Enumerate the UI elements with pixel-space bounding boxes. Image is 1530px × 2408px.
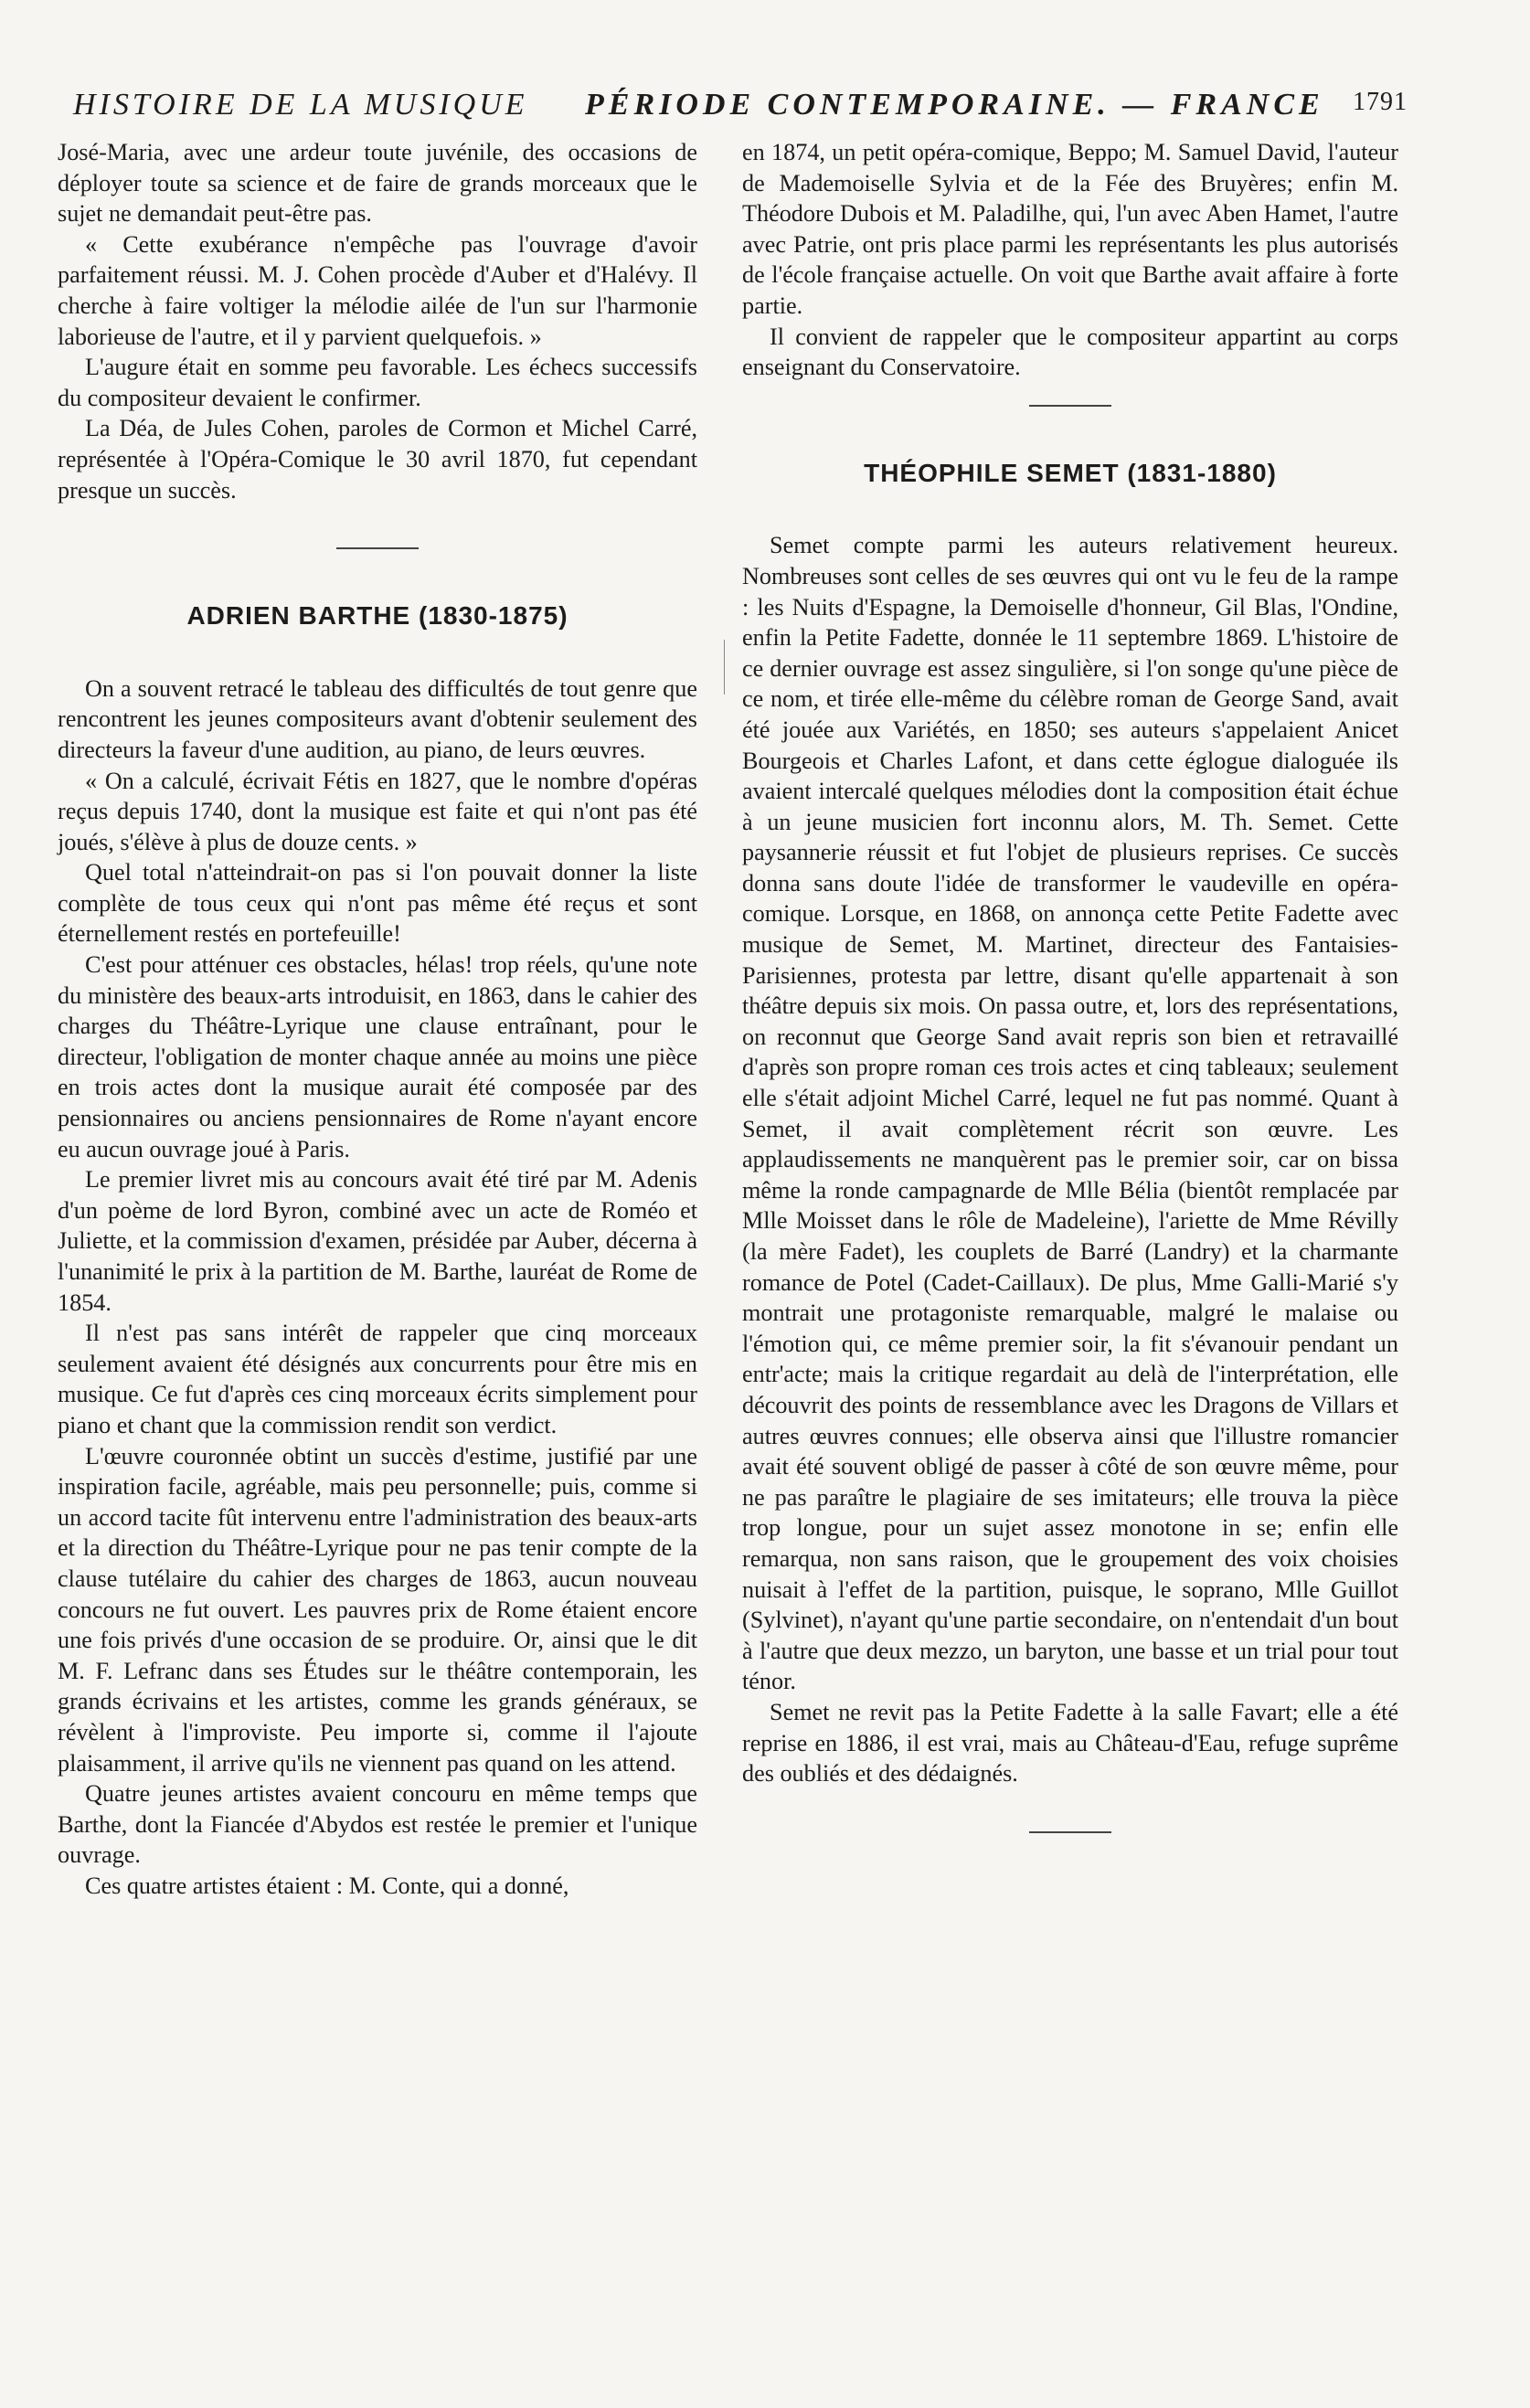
left-column <box>58 137 697 1901</box>
paragraph: L'œuvre couronnée obtint un succès d'estime, justifié par une inspiration facile, agréable, mais peu personnelle; puis, comme si un accord tacite fût intervenu entre l'administration des beaux-arts et la direction du Théâtre-Lyrique pour ne pas tenir compte de la clause tutélaire du cahier des charges de 1863, aucun nouveau concours ne fut ouvert. Les pauvres prix de Rome étaient encore une fois privés d'une occasion de se produire. Or, ainsi que le dit M. F. Lefranc dans ses Études sur le théâtre contemporain, les grands écrivains et les artistes, comme les grands généraux, se révèlent à l'improviste. Peu importe si, comme il l'ajoute plaisamment, il arrive qu'ils ne viennent pas quand on les attend. <box>58 1442 697 1777</box>
paragraph: « On a calculé, écrivait Fétis en 1827, que le nombre d'opéras reçus depuis 1740, dont la musique est faite et qui n'ont pas été joués, s'élève à plus de douze cents. » <box>58 767 697 855</box>
running-header <box>73 88 1408 124</box>
paragraph: en 1874, un petit opéra-comique, Beppo; M. Samuel David, l'auteur de Mademoiselle Sylvia et de la Fée des Bruyères; enfin M. Théodore Dubois et M. Paladilhe, qui, l'un avec Aben Hamet, l'autre avec Patrie, ont pris place parmi les représentants les plus autorisés de l'école française actuelle. On voit que Barthe avait affaire à forte partie. <box>742 139 1398 319</box>
header-section-title: PÉRIODE CONTEMPORAINE. — FRANCE <box>585 88 1324 122</box>
paragraph: La Déa, de Jules Cohen, paroles de Cormon et Michel Carré, représentée à l'Opéra-Comique le 30 avril 1870, fut cependant presque un succès. <box>58 415 697 504</box>
paragraph: Il n'est pas sans intérêt de rappeler que cinq morceaux seulement avaient été désignés aux concurrents pour être mis en musique. Ce fut d'après ces cinq morceaux écrits simplement pour piano et chant que la commission rendit son verdict. <box>58 1320 697 1438</box>
paragraph: Il convient de rappeler que le compositeur appartint au corps enseignant du Conservatoire. <box>742 323 1398 381</box>
paragraph: Le premier livret mis au concours avait été tiré par M. Adenis d'un poème de lord Byron, combiné avec un acte de Roméo et Juliette, et la commission d'examen, présidée par Auber, décerna à l'unanimité le prix à la partition de M. Barthe, lauréat de Rome de 1854. <box>58 1166 697 1316</box>
paragraph: Semet compte parmi les auteurs relativement heureux. Nombreuses sont celles de ses œuvres qui ont vu le feu de la rampe : les Nuits d'Espagne, la Demoiselle d'honneur, Gil Blas, l'Ondine, enfin la Petite Fadette, donnée le 11 septembre 1869. L'histoire de ce dernier ouvrage est assez singulière, si l'on songe qu'une pièce de ce nom, et tirée elle-même du célèbre roman de George Sand, avait été jouée aux Variétés, en 1850; ses auteurs s'appelaient Anicet Bourgeois et Charles Lafont, et dans cette églogue dialoguée ils avaient intercalé quelques mélodies dont la composition était échue à un jeune musicien fort inconnu alors, M. Th. Semet. Cette paysannerie réussit et fut l'objet de plusieurs reprises. Ce succès donna sans doute l'idée de transformer le vaudeville en opéra-comique. Lorsque, en 1868, on annonça cette Petite Fadette avec musique de Semet, M. Martinet, directeur des Fantaisies-Parisiennes, protesta par lettre, disant qu'elle appartenait à son théâtre depuis six mois. On passa outre, et, lors des représentations, on reconnut que George Sand avait repris son bien et retravaillé d'après son propre roman ces trois actes et cinq tableaux; seulement elle s'était adjoint Michel Carré, lequel ne fut pas nommé. Quant à Semet, il avait complètement récrit son œuvre. Les applaudissements ne manquèrent pas le premier soir, car on bissa même la ronde campagnarde de Mlle Bélia (bientôt remplacée par Mlle Moisset dans le rôle de Madeleine), l'ariette de Mme Révilly (la mère Fadet), les couplets de Barré (Landry) et la charmante romance de Potel (Cadet-Caillaux). De plus, Mme Galli-Marié s'y montrait une protagoniste remarquable, malgré le malaise ou l'émotion qui, ce même premier soir, la fit s'évanouir pendant un entr'acte; mais la critique regardait au delà de l'interprétation, elle découvrit des points de ressemblance avec les Dragons de Villars et autres œuvres connues; elle observa ainsi que l'illustre romancier avait été souvent obligé de passer à côté de son œuvre même, pour ne pas paraître le plagiaire de ses imitateurs; elle trouva la pièce trop longue, pour un sujet assez monotone in se; enfin elle remarqua, non sans raison, que le groupement des voix choisies nuisait à l'effet de la partition, puisque, le soprano, Mlle Guillot (Sylvinet), n'ayant qu'une partie secondaire, on n'entendait d'un bout à l'autre que deux mezzo, un baryton, une basse et un trial pour tout ténor. <box>742 532 1398 1695</box>
paragraph: L'augure était en somme peu favorable. Les échecs successifs du compositeur devaient le confirmer. <box>58 354 697 411</box>
section-separator <box>1029 1831 1111 1833</box>
paragraph: Quel total n'atteindrait-on pas si l'on pouvait donner la liste complète de tous ceux qui n'ont pas même été reçus et sont éternellement restés en portefeuille! <box>58 859 697 948</box>
paragraph: José-Maria, avec une ardeur toute juvénile, des occasions de déployer toute sa science et de faire de grands morceaux que le sujet ne demandait peut-être pas. <box>58 139 697 228</box>
paragraph: « Cette exubérance n'empêche pas l'ouvrage d'avoir parfaitement réussi. M. J. Cohen procède d'Auber et d'Halévy. Il cherche à faire voltiger la mélodie ailée de l'un sur l'harmonie laborieuse de l'autre, et il y parvient quelquefois. » <box>58 230 697 350</box>
column-divider <box>724 640 725 695</box>
header-book-title: HISTOIRE DE LA MUSIQUE <box>73 88 528 122</box>
page-number: 1791 <box>1353 88 1408 116</box>
right-column <box>742 137 1398 1833</box>
paragraph: C'est pour atténuer ces obstacles, hélas! trop réels, qu'une note du ministère des beaux-arts introduisit, en 1863, dans le cahier des charges du Théâtre-Lyrique une clause entraînant, pour le directeur, l'obligation de monter chaque année au moins une pièce en trois actes dont la musique aurait été composée par des pensionnaires ou anciens pensionnaires de Rome n'ayant encore eu aucun ouvrage joué à Paris. <box>58 951 697 1162</box>
paragraph: Ces quatre artistes étaient : M. Conte, qui a donné, <box>85 1872 569 1899</box>
section-heading-semet: THÉOPHILE SEMET (1831-1880) <box>864 458 1277 487</box>
paragraph: Quatre jeunes artistes avaient concouru en même temps que Barthe, dont la Fiancée d'Abydos est restée le premier et l'unique ouvrage. <box>58 1780 697 1869</box>
section-heading-barthe: ADRIEN BARTHE (1830-1875) <box>186 601 568 631</box>
paragraph: On a souvent retracé le tableau des difficultés de tout genre que rencontrent les jeunes compositeurs avant d'obtenir seulement des directeurs la faveur d'une audition, au piano, de leurs œuvres. <box>58 674 697 763</box>
paragraph: Semet ne revit pas la Petite Fadette à la salle Favart; elle a été reprise en 1886, il est vrai, mais au Château-d'Eau, refuge suprême des oubliés et des dédaignés. <box>742 1698 1398 1787</box>
